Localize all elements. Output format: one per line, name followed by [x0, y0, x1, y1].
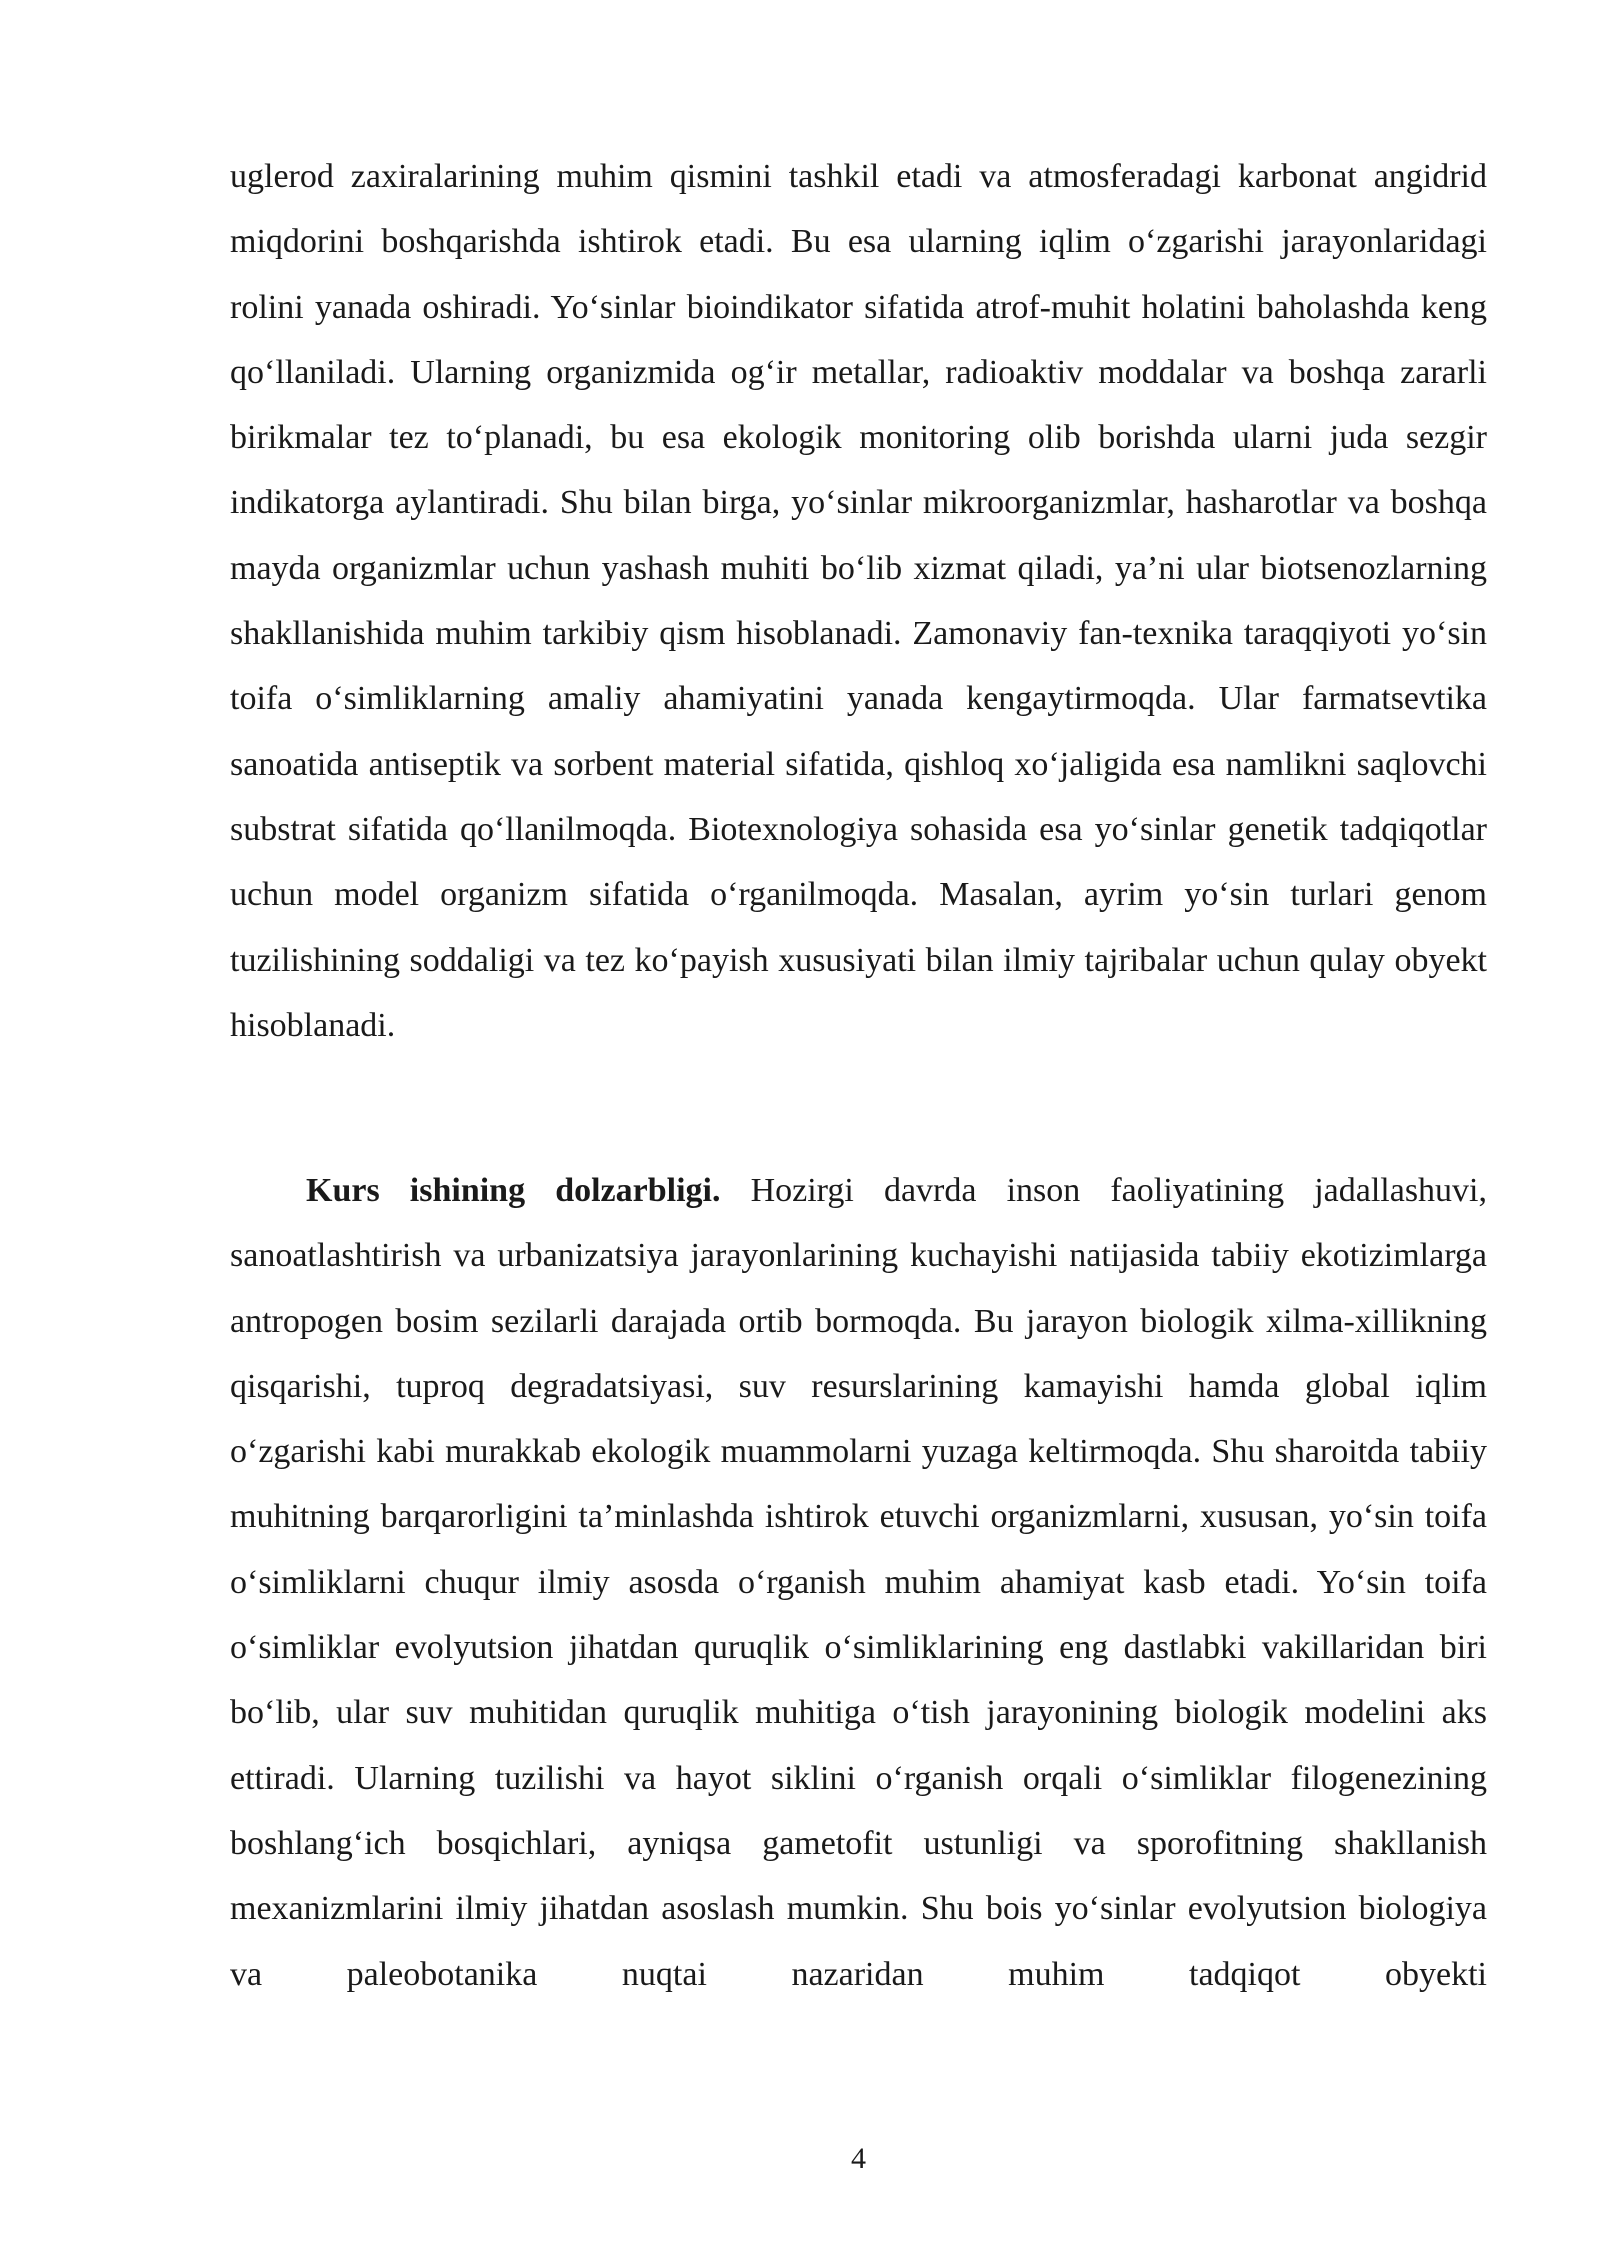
body-paragraph: [230, 144, 1487, 1058]
section-heading: Kurs ishining dolzarbligi.: [306, 1172, 721, 1209]
paragraph-text: uglerod zaxiralarining muhim qismini tashkil etadi va atmosferadagi karbonat angidrid miqdorini boshqarishda ishtirok etadi. Bu esa ularning iqlim o‘zgarishi jarayonlaridagi rolini yanada oshiradi. Yo‘sinlar bioindikator sifatida atrof-muhit holatini baholashda keng qo‘llaniladi. Ularning organizmida og‘ir metallar, radioaktiv moddalar va boshqa zararli birikmalar tez to‘planadi, bu esa ekologik monitoring olib borishda ularni juda sezgir indikatorga aylantiradi. Shu bilan birga, yo‘sinlar mikroorganizmlar, hasharotlar va boshqa mayda organizmlar uchun yashash muhiti bo‘lib xizmat qiladi, ya’ni ular biotsenozlarning shakllanishida muhim tarkibiy qism hisoblanadi. Zamonaviy fan-texnika taraqqiyoti yo‘sin toifa o‘simliklarning amaliy ahamiyatini yanada kengaytirmoqda. Ular farmatsevtika sanoatida antiseptik va sorbent material sifatida, qishloq xo‘jaligida esa namlikni saqlovchi substrat sifatida qo‘llanilmoqda. Biotexnologiya sohasida esa yo‘sinlar genetik tadqiqotlar uchun model organizm sifatida o‘rganilmoqda. Masalan, ayrim yo‘sin turlari genom tuzilishining soddaligi va tez ko‘payish xususiyati bilan ilmiy tajribalar uchun qulay obyekt hisoblanadi.: [230, 158, 1487, 1044]
body-paragraph: [230, 1158, 1487, 2007]
paragraph-text: Hozirgi davrda inson faoliyatining jadallashuvi, sanoatlashtirish va urbanizatsiya jarayonlarining kuchayishi natijasida tabiiy ekotizimlarga antropogen bosim sezilarli darajada ortib bormoqda. Bu jarayon biologik xilma-xillikning qisqarishi, tuproq degradatsiyasi, suv resurslarining kamayishi hamda global iqlim o‘zgarishi kabi murakkab ekologik muammolarni yuzaga keltirmoqda. Shu sharoitda tabiiy muhitning barqarorligini ta’minlashda ishtirok etuvchi organizmlarni, xususan, yo‘sin toifa o‘simliklarni chuqur ilmiy asosda o‘rganish muhim ahamiyat kasb etadi. Yo‘sin toifa o‘simliklar evolyutsion jihatdan quruqlik o‘simliklarining eng dastlabki vakillaridan biri bo‘lib, ular suv muhitidan quruqlik muhitiga o‘tish jarayonining biologik modelini aks ettiradi. Ularning tuzilishi va hayot siklini o‘rganish orqali o‘simliklar filogenezining boshlang‘ich bosqichlari, ayniqsa gametofit ustunligi va sporofitning shakllanish mexanizmlarini ilmiy jihatdan asoslash mumkin. Shu bois yo‘sinlar evolyutsion biologiya va paleobotanika nuqtai nazaridan muhim tadqiqot obyekti: [230, 1172, 1487, 1993]
page-number: 4: [851, 2142, 866, 2175]
